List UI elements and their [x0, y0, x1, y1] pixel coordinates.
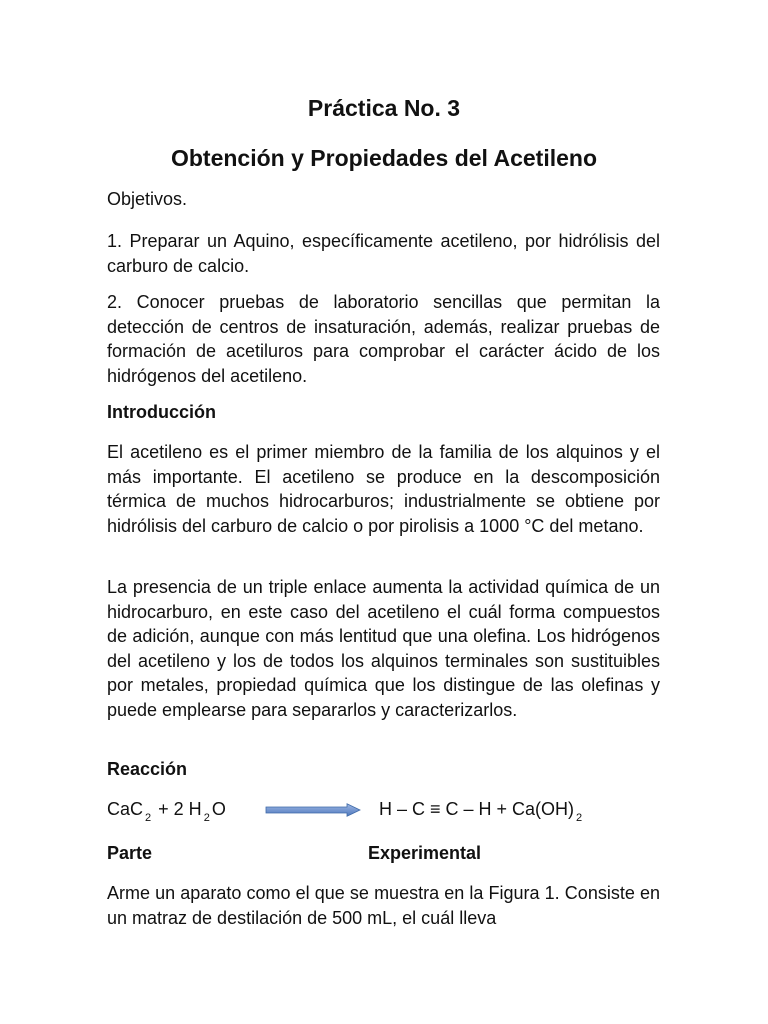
reaction-products: [379, 799, 584, 824]
objective-2: 2. Conocer pruebas de laboratorio sencillas que permitan la detección de centros de insaturación, además, realizar pruebas de formación de acetiluros para comprobar el carácter ácido de los hidrógenos del acetileno.: [107, 292, 660, 386]
reactant-water: + 2 H: [158, 799, 202, 819]
experimental-paragraph-1: Arme un aparato como el que se muestra en la Figura 1. Consiste en un matraz de destilación de 500 mL, el cuál lleva: [107, 883, 660, 928]
page-title: Práctica No. 3: [307, 95, 461, 121]
reactant-water-subscript: 2: [203, 812, 210, 824]
objective-1: 1. Preparar un Aquino, específicamente acetileno, por hidrólisis del carburo de calcio.: [107, 231, 660, 276]
reaction-reactants: [107, 799, 226, 824]
intro-paragraph-1: El acetileno es el primer miembro de la familia de los alquinos y el más importante. El acetileno se produce en la descomposición térmica de muchos hidrocarburos; industrialmente se obtiene por hidrólisis del carburo de calcio o por pirolisis a 1000 °C del metano.: [107, 442, 660, 536]
reactant-cac: CaC: [107, 799, 144, 819]
product-subscript: 2: [576, 812, 583, 824]
intro-paragraph-2: La presencia de un triple enlace aumenta la actividad química de un hidrocarburo, en este caso del acetileno el cuál forma compuestos de adición, aunque con más lentitud que una olefina. Los hidrógenos del acetileno y los de todos los alquinos terminales son sustituibles por metales, propiedad química que los distingue de las olefinas y puede emplearse para separarlos y caracterizarlos.: [107, 577, 660, 720]
reactant-water-o: O: [211, 799, 226, 819]
reactant-cac-subscript: 2: [145, 812, 152, 824]
objectives-label: Objetivos.: [107, 189, 188, 209]
page-subtitle: Obtención y Propiedades del Acetileno: [170, 145, 598, 171]
reaction-heading: Reacción: [107, 759, 188, 779]
product-text: H – C ≡ C – H + Ca(OH): [379, 799, 575, 819]
experimental-heading-right: Experimental: [368, 843, 482, 863]
reaction-arrow-icon: [265, 803, 361, 817]
experimental-heading-left: Parte: [107, 843, 153, 863]
intro-heading: Introducción: [107, 402, 216, 422]
